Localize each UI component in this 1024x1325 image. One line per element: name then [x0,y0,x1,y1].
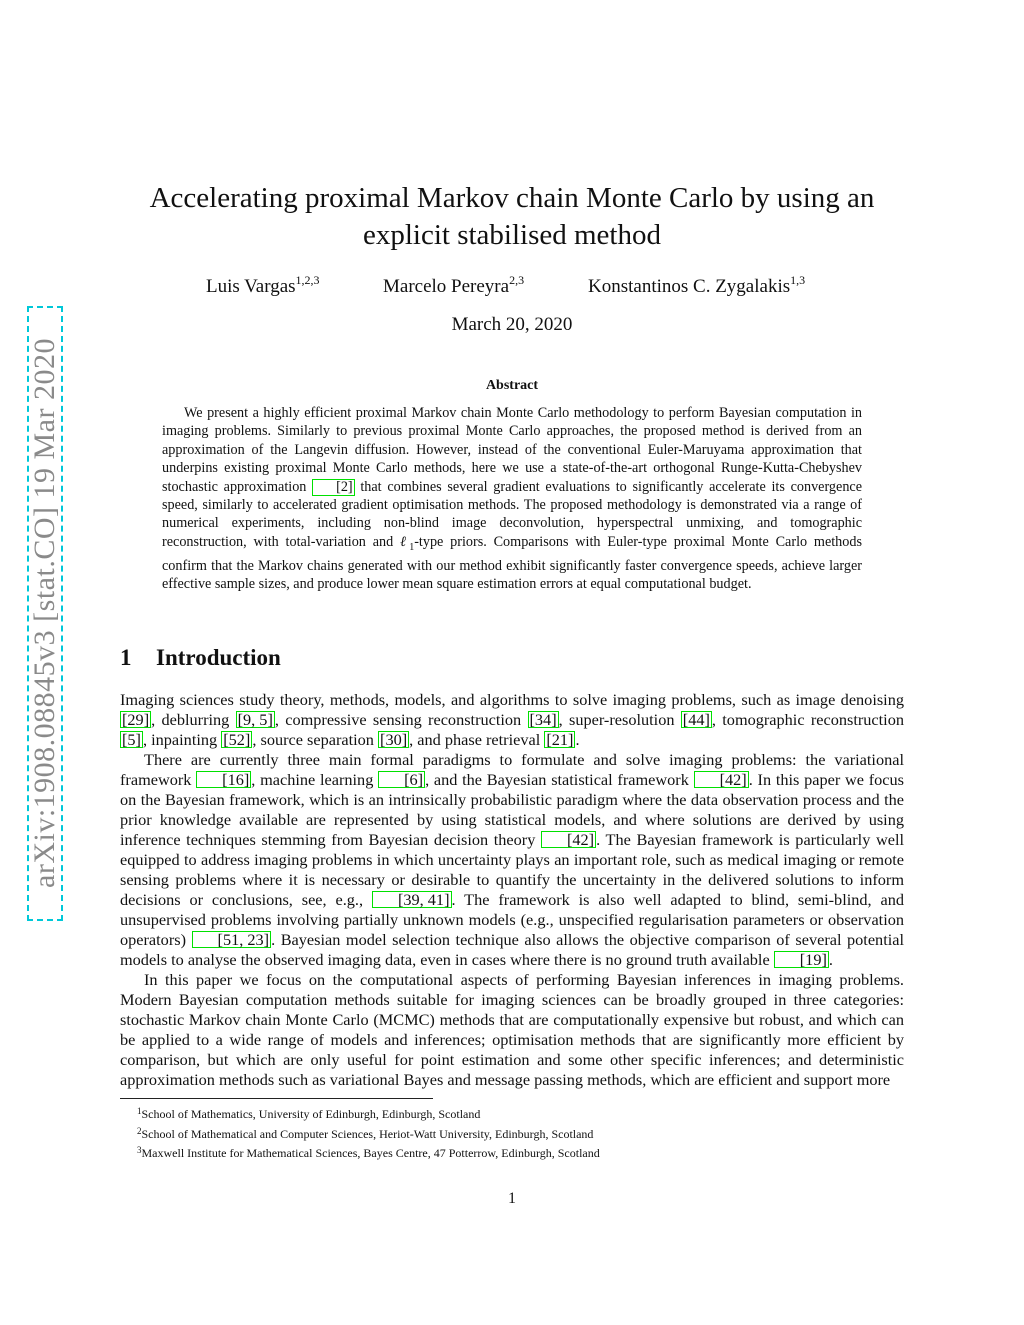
paragraph-text: , compressive sensing reconstruction [274,710,528,729]
ell-symbol: ℓ [400,533,410,550]
citation-link[interactable]: [42] [541,831,596,848]
citation-link[interactable]: [9, 5] [237,710,273,729]
author-affiliation: 1,3 [790,273,806,287]
citation-link[interactable]: [44] [682,710,710,729]
author-2 [383,273,524,298]
citation-link[interactable]: [29] [122,710,150,729]
author-1 [206,273,320,298]
paragraph-text: , inpainting [142,730,222,749]
introduction-body [120,690,904,1090]
paragraph-text: , and the Bayesian statistical framework [425,770,694,789]
paragraph-text: . [575,730,580,749]
paragraph-2 [120,750,904,970]
paragraph-text: There are currently three main formal paradigms to formulate and solve imaging problems: the variational framework [120,750,904,789]
paragraph-text: , source separation [252,730,379,749]
footnote-divider [120,1098,433,1099]
paragraph-text: . The Bayesian framework is particularly well equipped to address imaging problems in which uncertainty plays an important role, such as medical imaging or remote sensing problems where it is necessary or desirable to quantify the uncertainty in the delivered solutions to inform decisions or conclusions, see, e.g., [120,830,904,909]
footnote-mark: 3 [137,1145,142,1155]
footnote [137,1142,600,1162]
author-affiliation: 2,3 [509,273,525,287]
paragraph-text: . In this paper we focus on the Bayesian framework, which is an intrinsically probabilistic paradigm where the data observation process and the prior knowledge available are represented by using statistical models, and where solutions are derived by using inference techniques stemming from Bayesian decision theory [120,770,904,849]
abstract-body [162,404,862,594]
footnote-text: School of Mathematics, University of Edinburgh, Edinburgh, Scotland [141,1107,481,1121]
citation-link[interactable]: [5] [122,730,141,749]
citation-link[interactable]: [2] [312,479,355,496]
author-name: Luis Vargas [206,276,296,297]
paragraph-1 [120,690,904,750]
citation-link[interactable]: [39, 41] [372,891,452,908]
abstract-text: -type priors. Comparisons with Euler-type proximal Monte Carlo methods confirm that the Markov chains generated with our method exhibit significantly faster convergence speeds, achieve larger effective sample sizes, and produce lower mean square estimation errors at equal computational budget. [162,533,862,593]
ell-subscript: 1 [409,541,415,553]
footnote-mark: 1 [137,1106,142,1116]
paragraph-text: , machine learning [251,770,379,789]
paragraph-text: , tomographic reconstruction [711,710,904,729]
footnote-text: School of Mathematical and Computer Sciences, Heriot-Watt University, Edinburgh, Scotland [141,1126,594,1141]
abstract-text: We present a highly efficient proximal Markov chain Monte Carlo methodology to perform Bayesian computation in imaging problems. Similarly to previous proximal Monte Carlo approaches, the proposed method is derived from an approximation of the Langevin diffusion. However, instead of the conventional Euler-Maruyama approximation that underpins existing proximal Monte Carlo methods, here we use a state-of-the-art orthogonal Runge-Kutta-Chebyshev stochastic approximation [162,405,862,495]
paragraph-text: Imaging sciences study theory, methods, models, and algorithms to solve imaging problems, such as image denoising [120,690,904,709]
citation-link[interactable]: [34] [529,710,557,729]
paragraph-3: In this paper we focus on the computational aspects of performing Bayesian inferences in imaging problems. Modern Bayesian computation methods suitable for imaging sciences can be broadly grouped in three categories: stochastic Markov chain Monte Carlo (MCMC) methods that are computationally expensive but robust, and which can be applied to a wide range of models and inferences; optimisation methods that are significantly more efficient by comparison, but which are only useful for point estimation and some other specific inferences; and deterministic approximation methods such as variational Bayes and message passing methods, which are efficient and support more [120,970,904,1089]
section-title: Introduction [156,645,281,670]
footnote [137,1103,600,1123]
paragraph-text: . [828,950,833,969]
author-affiliation: 1,2,3 [295,273,320,287]
abstract-text: that combines several gradient evaluations to significantly accelerate its convergence speed, similarly to accelerated gradient optimisation methods. The proposed methodology is demonstrated via a range of numerical experiments, including non-blind image deconvolution, hyperspectral unmixing, and tomographic reconstruction, with total-variation and [162,478,863,550]
title-line-2: explicit stabilised method [362,219,661,251]
citation-link[interactable]: [16] [196,771,251,788]
page-number: 1 [508,1190,516,1207]
paragraph-text: , super-resolution [558,710,681,729]
author-name: Marcelo Pereyra [383,276,510,297]
author-3 [588,273,805,298]
author-list [0,273,1024,301]
abstract-heading: Abstract [485,378,539,393]
section-number: 1 [120,645,132,670]
citation-link[interactable]: [42] [694,771,749,788]
title-line-1: Accelerating proximal Markov chain Monte Carlo by using an [149,182,875,214]
footnote-mark: 2 [137,1125,142,1136]
paragraph-text: . The framework is also well adapted to blind, semi-blind, and unsupervised problems involving partially unknown models (e.g., unspecified regularisation parameters or observation operators) [120,890,904,949]
publication-date: March 20, 2020 [451,314,573,335]
footnote-text: Maxwell Institute for Mathematical Sciences, Bayes Centre, 47 Potterrow, Edinburgh, Scotland [141,1146,600,1160]
citation-link[interactable]: [19] [774,951,829,968]
citation-link[interactable]: [52] [223,730,251,749]
paragraph-text: , deblurring [151,710,236,729]
paragraph-text: . Bayesian model selection technique also allows the objective comparison of several potential models to analyse the observed imaging data, even in cases where there is no ground truth available [120,930,904,969]
section-heading [120,645,281,671]
footnote [137,1123,600,1143]
footnotes [137,1103,600,1162]
paper-title [120,180,904,254]
citation-link[interactable]: [51, 23] [192,931,272,948]
author-name: Konstantinos C. Zygalakis [588,276,791,297]
citation-link[interactable]: [6] [378,771,425,788]
paragraph-text: , and phase retrieval [409,730,545,749]
citation-link[interactable]: [21] [546,730,574,749]
citation-link[interactable]: [30] [380,730,408,749]
arxiv-identifier[interactable]: arXiv:1908.08845v3 [stat.CO] 19 Mar 2020 [28,338,61,888]
